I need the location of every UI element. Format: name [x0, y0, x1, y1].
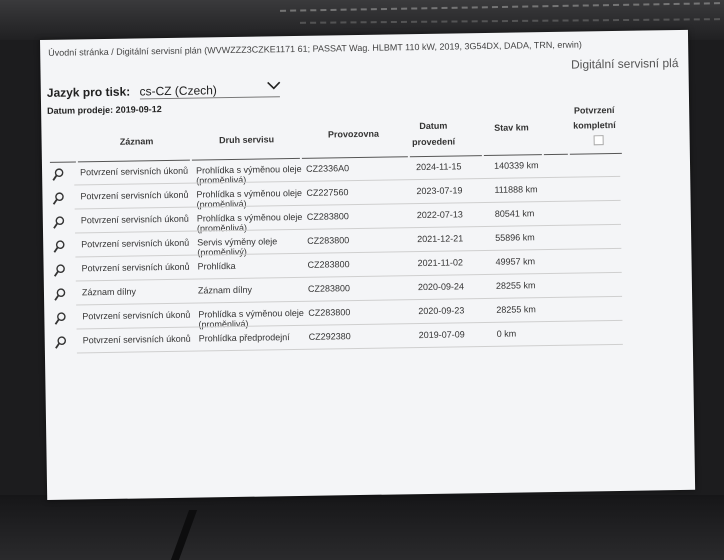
cell-mileage: 111888 km — [494, 184, 538, 195]
magnifier-icon[interactable] — [54, 312, 66, 326]
cell-date: 2022-07-13 — [416, 209, 463, 221]
header-workshop: Provozovna — [327, 128, 380, 140]
cell-service-type: Prohlídka s výměnou oleje (proměnlivá) — [196, 211, 303, 234]
header-date: Datum provedení — [412, 120, 456, 148]
magnifier-icon[interactable] — [52, 168, 64, 182]
cell-record: Záznam dílny — [81, 286, 137, 298]
breadcrumb: Úvodní stránka / Digitální servisní plán (WVWZZZ3CZKE1171 61; PASSAT Wag. HLBMT 110 kW, 2019, 3G54DX, DADA, TRN, erwin) — [48, 39, 582, 58]
magnifier-icon[interactable] — [54, 264, 66, 278]
cell-workshop: CZ227560 — [306, 187, 349, 198]
cell-record: Potvrzení servisních úkonů — [80, 189, 189, 202]
language-row — [47, 82, 280, 101]
header-mileage: Stav km — [494, 122, 529, 133]
language-label: Jazyk pro tisk: — [46, 84, 131, 100]
magnifier-icon[interactable] — [53, 240, 65, 254]
printed-document — [40, 30, 695, 500]
language-value: cs-CZ (Czech) — [139, 83, 217, 99]
cell-mileage: 28255 km — [495, 280, 536, 291]
cell-date: 2023-07-19 — [416, 185, 463, 197]
confirmed-checkbox[interactable] — [594, 135, 604, 145]
cell-date: 2020-09-23 — [418, 305, 465, 317]
header-confirmed: Potvrzení kompletní — [573, 104, 616, 131]
cell-mileage: 55896 km — [495, 232, 535, 243]
cell-mileage: 80541 km — [494, 208, 535, 219]
cell-record: Potvrzení servisních úkonů — [81, 237, 190, 250]
row-divider — [77, 344, 623, 354]
cell-workshop: CZ2336A0 — [305, 163, 350, 174]
language-select[interactable] — [139, 82, 279, 99]
seat-cushion — [0, 495, 724, 560]
cell-workshop: CZ283800 — [306, 211, 349, 222]
cell-service-type: Prohlídka — [197, 260, 236, 272]
cell-service-type: Prohlídka předprodejní — [198, 332, 290, 344]
cell-mileage: 49957 km — [495, 256, 536, 267]
cell-workshop: CZ283800 — [307, 259, 350, 270]
cell-record: Potvrzení servisních úkonů — [81, 261, 190, 274]
cell-workshop: CZ292380 — [308, 331, 351, 342]
cell-service-type: Prohlídka s výměnou oleje (proměnlivá) — [195, 163, 302, 186]
magnifier-icon[interactable] — [52, 192, 64, 206]
cell-record: Potvrzení servisních úkonů — [82, 333, 191, 346]
cell-workshop: CZ283800 — [307, 235, 350, 246]
cell-service-type: Servis výměny oleje (proměnlivý) — [197, 236, 278, 258]
sale-date-label: Datum prodeje: — [47, 104, 114, 116]
cell-service-type: Prohlídka s výměnou oleje (proměnlivá) — [198, 307, 304, 330]
cell-workshop: CZ283800 — [307, 283, 351, 294]
cell-date: 2021-12-21 — [417, 233, 464, 245]
cell-mileage: 0 km — [496, 328, 517, 339]
cell-record: Potvrzení servisních úkonů — [82, 309, 191, 322]
cell-date: 2019-07-09 — [418, 329, 465, 341]
magnifier-icon[interactable] — [54, 288, 66, 302]
cell-record: Potvrzení servisních úkonů — [80, 165, 189, 178]
cell-service-type: Prohlídka s výměnou oleje (proměnlivá) — [196, 187, 303, 210]
header-record: Záznam — [119, 136, 154, 147]
magnifier-icon[interactable] — [55, 336, 67, 350]
page-title: Digitální servisní plá — [570, 55, 679, 72]
chevron-down-icon[interactable] — [267, 80, 281, 90]
cell-date: 2021-11-02 — [417, 257, 463, 269]
header-service-type: Druh servisu — [219, 134, 275, 146]
sale-date-value: 2019-09-12 — [115, 104, 162, 115]
magnifier-icon[interactable] — [53, 216, 65, 230]
cell-workshop: CZ283800 — [308, 307, 351, 318]
cell-service-type: Záznam dílny — [197, 284, 253, 296]
cell-record: Potvrzení servisních úkonů — [80, 213, 189, 226]
cell-mileage: 140339 km — [493, 160, 539, 171]
cell-mileage: 28255 km — [496, 304, 536, 315]
sale-date — [47, 104, 162, 116]
cell-date: 2024-11-15 — [415, 161, 462, 173]
cell-date: 2020-09-24 — [417, 281, 465, 293]
